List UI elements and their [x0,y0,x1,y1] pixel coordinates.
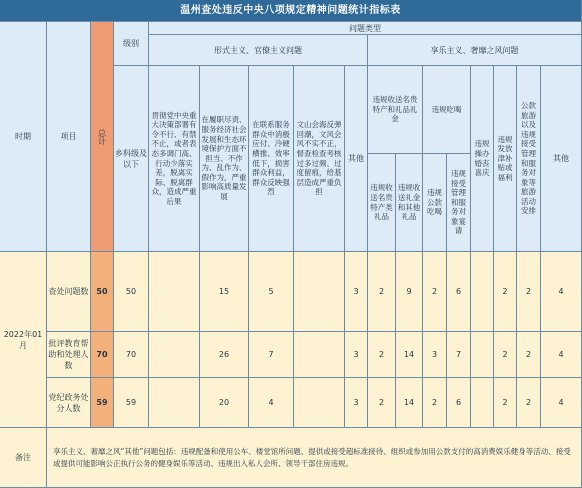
header-gifts: 违规收送名贵特产和礼品礼金 [368,66,423,154]
row-f1 [149,332,200,378]
row-gift-a: 2 [368,252,396,332]
row-f-other: 3 [345,378,368,428]
row-eat-a: 2 [423,252,447,332]
row-travel: 2 [517,332,541,378]
row-f4 [294,378,345,428]
row-eat-b: 7 [447,332,471,378]
row-gift-a: 2 [368,332,396,378]
row-travel: 2 [517,378,541,428]
row-county: 59 [114,378,149,428]
row-h-other: 4 [541,378,582,428]
row-subsidy: 2 [494,252,517,332]
row-f1 [149,378,200,428]
row-gift-b: 14 [396,332,423,378]
row-eat-a: 2 [423,378,447,428]
header-wedding: 违规操办婚丧喜庆 [471,66,494,252]
row-f2: 26 [200,332,249,378]
row-f2: 20 [200,378,249,428]
row-wedding [471,252,494,332]
header-county-level: 乡科级及以下 [114,66,149,252]
header-period: 时期 [0,22,47,252]
row-item: 查处问题数 [47,252,91,332]
row-f1 [149,252,200,332]
header-formalism-3: 在联系服务群众中消极应付、冷硬横推、效率低下，损害群众利益，群众反映强烈 [249,66,294,252]
header-eating-a: 违规公款吃喝 [423,154,447,252]
row-f-other: 3 [345,332,368,378]
row-eat-b: 6 [447,378,471,428]
row-eat-b: 6 [447,252,471,332]
row-gift-b: 9 [396,252,423,332]
row-f-other: 3 [345,252,368,332]
row-subsidy: 2 [494,378,517,428]
row-subsidy: 2 [494,332,517,378]
row-f3: 7 [249,332,294,378]
row-travel: 2 [517,252,541,332]
row-total: 70 [91,332,114,378]
row-h-other: 4 [541,252,582,332]
row-total: 59 [91,378,114,428]
header-gifts-a: 违规收送名贵特产类礼品 [368,154,396,252]
row-item: 批评教育帮助和处理人数 [47,332,91,378]
table-title: 温州查处违反中央八项规定精神问题统计指标表 [0,0,582,22]
header-item: 项目 [47,22,91,252]
row-h-other: 4 [541,332,582,378]
row-f3: 5 [249,252,294,332]
header-hedonism-other: 其他 [541,66,582,252]
header-gifts-b: 违规收送礼金和其他礼品 [396,154,423,252]
header-formalism-4: 文山会海反弹回潮，文风会风不实不正，督查检查考核过多过频、过度留痕，给基层造成严重负担 [294,66,345,252]
header-total: 总计 [91,22,114,252]
row-wedding [471,378,494,428]
note-label: 备注 [0,428,47,488]
header-subsidy: 违规发放津补贴或福利 [494,66,517,252]
note-text: 享乐主义、奢靡之风“其他”问题包括：违规配备和使用公车、楼堂馆所问题、提供或接受超标准接待、组织或参加用公款支付的高消费娱乐健身等活动、接受或提供可能影响公正执行公务的健身娱乐等活动、违规出入私人会所、领导干部住房违规。 [47,428,582,488]
row-county: 50 [114,252,149,332]
period-cell: 2022年01月 [0,252,47,428]
header-eating-b: 违规接受管理和服务对象宴请 [447,154,471,252]
row-item: 党纪政务处分人数 [47,378,91,428]
header-formalism-other: 其他 [345,66,368,252]
header-formalism: 形式主义、官僚主义问题 [149,35,368,66]
row-county: 70 [114,332,149,378]
row-gift-b: 14 [396,378,423,428]
header-hedonism: 享乐主义、奢靡之风问题 [368,35,582,66]
header-issue-type: 问题类型 [149,22,582,35]
row-f2: 15 [200,252,249,332]
header-formalism-1: 贯彻党中央重大决策部署有令不行、有禁不止，或者表态多调门高、行动少落实差，脱离实际、脱离群众，造成严重后果 [149,66,200,252]
row-wedding [471,332,494,378]
row-eat-a: 3 [423,332,447,378]
header-formalism-2: 在履职尽责、服务经济社会发展和生态环境保护方面不担当、不作为、乱作为、假作为，严重影响高质量发展 [200,66,249,252]
header-eating: 违规吃喝 [423,66,471,154]
row-total: 50 [91,252,114,332]
header-level: 级别 [114,22,149,66]
row-f4 [294,332,345,378]
row-f4 [294,252,345,332]
header-travel: 公款旅游以及违规接受管理和服务对象等旅游活动安排 [517,66,541,252]
row-f3: 4 [249,378,294,428]
row-gift-a: 2 [368,378,396,428]
